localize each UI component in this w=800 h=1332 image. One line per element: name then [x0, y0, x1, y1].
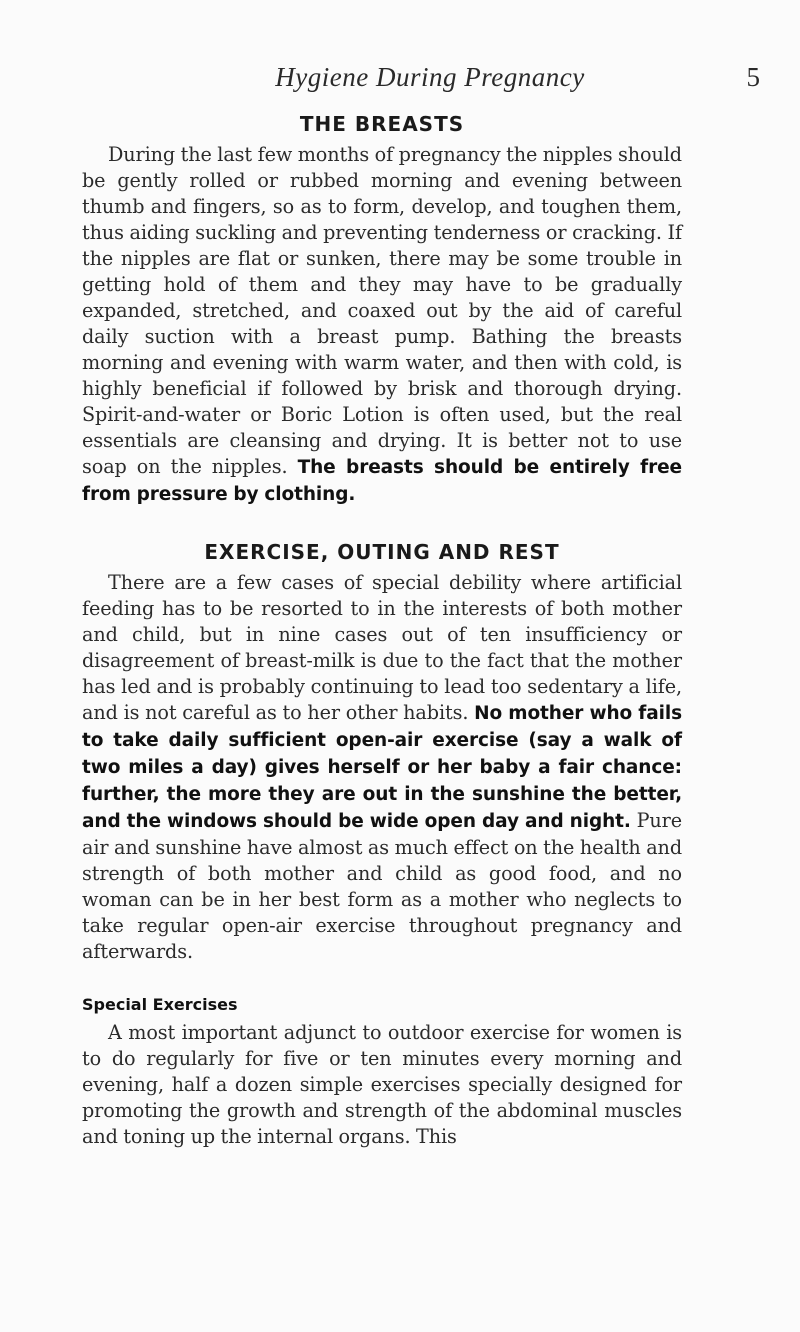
paragraph-special-exercises: A most important adjunct to outdoor exercise for women is to do regularly for five or ten minutes every morning and evening, half a dozen simple exercises specially designed for promoting the growth and strength of the abdominal muscles and toning up the internal organs. This: [82, 1021, 682, 1148]
section-heading-exercise: EXERCISE, OUTING AND REST: [204, 540, 560, 564]
paragraph-exercise-text-before: There are a few cases of special debility where artificial feeding has to be resorted to in the interests of both mother and child, but in nine cases out of ten insufficiency or disagreement of breast-milk is due to the fact that the mother has led and is probably continuing to lead too sedentary a life, and is not careful as to her other habits.: [82, 571, 682, 724]
subheading-special-exercises: Special Exercises: [82, 995, 238, 1014]
paragraph-exercise-bold: No mother who fails to take daily sufficient open-air exercise (say a walk of two miles a day) gives herself or her baby a fair chance: further, the more they are out in the sunshine the better, and the windows should be wide open day and night.: [82, 703, 682, 832]
running-head: [80, 62, 780, 98]
paragraph-breasts: [82, 142, 682, 508]
paragraph-breasts-text: During the last few months of pregnancy the nipples should be gently rolled or rubbed morning and evening between thumb and fingers, so as to form, develop, and toughen them, thus aiding suckling and preventing tenderness or cracking. If the nipples are flat or sunken, there may be some trouble in getting hold of them and they may have to be gradually expanded, stretched, and coaxed out by the aid of careful daily suction with a breast pump. Bathing the breasts morning and evening with warm water, and then with cold, is highly beneficial if followed by brisk and thorough drying. Spirit-and-water or Boric Lotion is often used, but the real essentials are cleansing and drying. It is better not to use soap on the nipples.: [82, 143, 682, 478]
section-heading-breasts: THE BREASTS: [299, 112, 465, 136]
running-title: Hygiene During Pregnancy: [275, 62, 585, 92]
paragraph-breasts-bold: The breasts should be entirely free from pressure by clothing.: [82, 457, 682, 505]
page-content: [82, 110, 682, 1150]
paragraph-exercise-text-after: Pure air and sunshine have almost as much effect on the health and strength of both mother and child as good food, and no woman can be in her best form as a mother who neglects to take regular open-air exercise throughout pregnancy and afterwards.: [82, 809, 682, 963]
page-number: 5: [746, 62, 760, 92]
paragraph-exercise: [82, 570, 682, 965]
